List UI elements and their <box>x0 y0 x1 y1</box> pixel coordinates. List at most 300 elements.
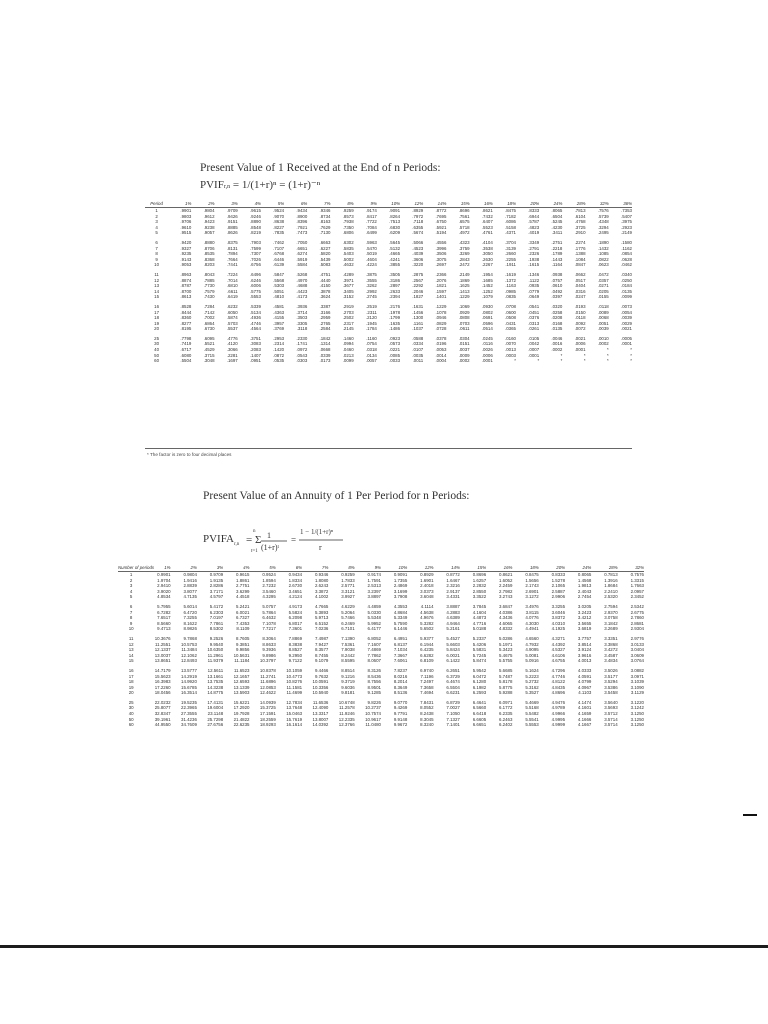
period-cell: 1 <box>155 208 158 213</box>
tab2-col-header: 7% <box>322 565 329 570</box>
value-cell: 3.0609 <box>630 652 644 658</box>
value-cell: 5.3162 <box>525 684 539 690</box>
value-cell: * <box>514 358 516 364</box>
value-cell: 16.3514 <box>181 690 197 696</box>
value-cell: 1.6467 <box>446 577 460 583</box>
tab1-col-header: 18% <box>507 201 516 206</box>
value-cell: .0935 <box>528 283 540 289</box>
value-cell: .5245 <box>551 219 563 225</box>
value-cell: 8.8514 <box>341 667 355 673</box>
value-cell: .1162 <box>621 245 632 251</box>
tab2-col-header: 18% <box>529 565 539 570</box>
value-cell: 6.1982 <box>472 684 487 690</box>
value-cell: .7894 <box>226 251 238 257</box>
value-cell: .1635 <box>389 320 401 326</box>
period-cell: 8 <box>155 251 158 257</box>
value-cell: .6944 <box>528 213 540 219</box>
value-cell: .9070 <box>273 213 285 219</box>
period-cell: 12 <box>154 277 160 283</box>
value-cell: .0378 <box>435 335 447 341</box>
value-cell: .8219 <box>249 230 261 236</box>
value-cell: .8065 <box>551 208 563 213</box>
tab2-col-header: 4% <box>243 565 250 570</box>
value-cell: 8.3577 <box>314 647 329 653</box>
value-cell: 9.8181 <box>341 690 355 696</box>
value-cell: 10.0591 <box>312 679 329 685</box>
value-cell: .3503 <box>296 315 308 321</box>
value-cell: * <box>630 358 632 364</box>
value-cell: 8.5595 <box>341 658 355 664</box>
value-cell: 5.8178 <box>499 679 513 685</box>
value-cell: .1163 <box>505 283 516 289</box>
value-cell: .0089 <box>597 309 609 315</box>
tab1-col-header: 7% <box>324 201 331 206</box>
value-cell: .3975 <box>621 219 632 225</box>
value-cell: .2366 <box>435 271 447 277</box>
value-cell: .4440 <box>319 277 331 283</box>
value-cell: .0472 <box>597 271 609 277</box>
value-cell: .0105 <box>528 335 540 341</box>
value-cell: 7.1390 <box>341 635 355 641</box>
value-cell: 3.0373 <box>420 588 434 594</box>
value-cell: 7.1034 <box>393 647 408 653</box>
value-cell: .7118 <box>412 219 424 225</box>
value-cell: .0600 <box>505 309 516 315</box>
value-cell: 5.2421 <box>236 603 250 609</box>
value-cell: 7.0236 <box>314 626 329 632</box>
value-cell: 6.4641 <box>472 699 487 705</box>
tab2-col-header: 16% <box>503 565 513 570</box>
value-cell: .3506 <box>435 251 447 257</box>
value-cell: .0003 <box>505 352 516 358</box>
value-cell: .1945 <box>365 320 377 326</box>
value-cell: 13.5777 <box>181 667 197 673</box>
value-cell: .3624 <box>319 294 331 300</box>
value-cell: 3.8514 <box>577 641 592 647</box>
value-cell: 9.9148 <box>393 716 408 722</box>
value-cell: 31.4236 <box>181 716 197 722</box>
value-cell: .1741 <box>296 341 308 347</box>
value-cell: 7.1327 <box>446 716 460 722</box>
tab1-col-header: 12% <box>414 201 424 206</box>
value-cell: 11.4699 <box>286 690 303 696</box>
value-cell: .4632 <box>342 262 354 268</box>
value-cell: 13.5903 <box>233 690 250 696</box>
value-cell: 10.8378 <box>259 667 276 673</box>
value-cell: .6730 <box>203 326 215 332</box>
tab1-col-header: Period <box>150 201 163 206</box>
value-cell: .0213 <box>342 352 354 358</box>
value-cell: 9.3936 <box>262 647 276 653</box>
value-cell: .4241 <box>389 256 401 262</box>
period-cell: 40 <box>128 711 134 717</box>
value-cell: .3220 <box>412 262 424 268</box>
period-cell: 10 <box>128 626 134 632</box>
value-cell: 5.2337 <box>472 635 487 641</box>
value-cell: .7695 <box>435 213 447 219</box>
value-cell: .4665 <box>389 251 401 257</box>
value-cell: .5066 <box>412 239 424 245</box>
value-cell: 5.5831 <box>472 647 487 653</box>
value-cell: .0033 <box>389 358 401 364</box>
value-cell: 7.1401 <box>446 722 460 728</box>
value-cell: 4.3271 <box>551 635 566 641</box>
value-cell: 2.8681 <box>630 620 644 626</box>
value-cell: .2076 <box>435 277 447 283</box>
period-cell: 12 <box>128 641 134 647</box>
value-cell: 25.7298 <box>207 716 224 722</box>
value-cell: 4.4518 <box>236 594 250 600</box>
value-cell: .4155 <box>273 315 285 321</box>
value-cell: 15.3725 <box>259 705 276 711</box>
value-cell: 4.4392 <box>551 641 566 647</box>
value-cell: 8.2438 <box>420 711 434 717</box>
value-cell: 3.3351 <box>604 635 618 641</box>
value-cell: 5.0330 <box>367 609 381 615</box>
value-cell: 6.4632 <box>262 615 276 621</box>
value-cell: .0193 <box>574 303 586 309</box>
value-cell: .1460 <box>342 335 354 341</box>
value-cell: 4.5638 <box>420 609 434 615</box>
period-cell: 11 <box>128 635 134 641</box>
value-cell: 6.8052 <box>367 635 381 641</box>
value-cell: .2472 <box>458 262 470 268</box>
value-cell: .6407 <box>481 219 493 225</box>
table1-header-rule <box>145 207 632 208</box>
value-cell: 9.7632 <box>314 673 329 679</box>
value-cell: 4.7135 <box>183 594 197 600</box>
value-cell: 2.9137 <box>446 588 460 594</box>
value-cell: .6227 <box>319 245 331 251</box>
value-cell: 4.4859 <box>367 603 381 609</box>
value-cell: 1.6901 <box>420 577 434 583</box>
value-cell: 7.6061 <box>393 658 408 664</box>
value-cell: 3.6819 <box>577 626 592 632</box>
value-cell: 4.6389 <box>446 615 460 621</box>
value-cell: 6.1772 <box>499 705 513 711</box>
value-cell: 3.0133 <box>630 641 644 647</box>
value-cell: 9.7868 <box>183 635 197 641</box>
value-cell: 2.2410 <box>604 588 618 594</box>
value-cell: .2149 <box>621 230 632 236</box>
value-cell: .0340 <box>621 271 632 277</box>
value-cell: 15.0463 <box>286 711 303 717</box>
value-cell: .2519 <box>365 303 377 309</box>
value-cell: * <box>607 358 609 364</box>
value-cell: 2.1065 <box>551 583 566 589</box>
value-cell: .1085 <box>597 251 609 257</box>
value-cell: 7.7861 <box>209 620 224 626</box>
value-cell: .0107 <box>412 347 424 353</box>
value-cell: .6768 <box>273 251 285 257</box>
value-cell: .0835 <box>505 294 516 300</box>
value-cell: .7798 <box>180 335 192 341</box>
tab1-col-header: 20% <box>530 201 540 206</box>
value-cell: 12.1062 <box>181 652 197 658</box>
value-cell: .8626 <box>226 230 238 236</box>
period-cell: 11 <box>154 271 159 277</box>
value-cell: .0006 <box>481 352 493 358</box>
formula-sum: = Σ <box>246 534 262 546</box>
value-cell: .3759 <box>458 245 470 251</box>
value-cell: 4.0591 <box>577 673 592 679</box>
value-cell: 7.5361 <box>341 641 355 647</box>
tab1-col-header: 1% <box>185 201 192 206</box>
value-cell: .1784 <box>365 326 377 332</box>
value-cell: .0250 <box>621 277 632 283</box>
value-cell: .0316 <box>574 288 586 294</box>
value-cell: 3.3522 <box>472 594 487 600</box>
value-cell: 2.5313 <box>367 583 381 589</box>
value-cell: .0779 <box>528 288 540 294</box>
value-cell: .0610 <box>551 283 563 289</box>
value-cell: 4.1667 <box>577 722 592 728</box>
period-cell: 4 <box>129 588 133 594</box>
value-cell: 2.7454 <box>577 594 592 600</box>
value-cell: 8.3126 <box>367 667 381 673</box>
value-cell: .7473 <box>296 230 308 236</box>
tab1-col-header: 15% <box>460 201 470 206</box>
tab2-col-header: 15% <box>477 565 487 570</box>
value-cell: .7561 <box>458 213 470 219</box>
value-cell: 1.8080 <box>314 577 329 583</box>
value-cell: .0611 <box>458 326 470 332</box>
value-cell: .7813 <box>574 208 586 213</box>
value-cell: 3.7845 <box>472 603 487 609</box>
value-cell: 3.1090 <box>630 684 644 690</box>
value-cell: 4.0967 <box>577 684 592 690</box>
value-cell: 3.7757 <box>577 635 592 641</box>
value-cell: .4768 <box>574 219 586 225</box>
value-cell: 5.7466 <box>341 615 355 621</box>
value-cell: 21.4822 <box>233 716 250 722</box>
value-cell: 6.7327 <box>236 615 250 621</box>
value-cell: 2.7232 <box>262 583 276 589</box>
value-cell: 4.6229 <box>341 603 355 609</box>
value-cell: .0588 <box>412 335 424 341</box>
value-cell: 2.7751 <box>236 583 250 589</box>
value-cell: 5.1624 <box>525 667 539 673</box>
value-cell: 2.3216 <box>446 583 460 589</box>
value-cell: 3.2397 <box>367 588 381 594</box>
value-cell: .8638 <box>273 219 285 225</box>
period-cell: 18 <box>154 315 160 321</box>
value-cell: 4.9995 <box>551 716 566 722</box>
value-cell: 3.0205 <box>577 603 592 609</box>
value-cell: .1164 <box>551 262 563 268</box>
value-cell: 5.3893 <box>314 609 329 615</box>
value-cell: .4230 <box>551 224 563 230</box>
value-cell: .0021 <box>621 326 632 332</box>
value-cell: 7.4353 <box>236 620 250 626</box>
value-cell: * <box>560 352 563 358</box>
value-cell: 3.1129 <box>630 690 644 696</box>
value-cell: .6095 <box>203 335 215 341</box>
value-cell: .1938 <box>528 256 540 262</box>
value-cell: .3262 <box>365 283 377 289</box>
value-cell: 14.9920 <box>181 679 197 685</box>
value-cell: .0320 <box>551 303 563 309</box>
value-cell: .8885 <box>226 224 238 230</box>
value-cell: .9174 <box>365 208 377 213</box>
value-cell: 7.8237 <box>393 667 408 673</box>
value-cell: .4746 <box>249 320 261 326</box>
value-cell: 44.9550 <box>154 722 171 728</box>
value-cell: .0517 <box>574 277 586 283</box>
value-cell: 0.8475 <box>525 572 539 577</box>
table1-body <box>145 208 632 364</box>
period-cell: 5 <box>129 594 133 600</box>
value-cell: .0397 <box>551 294 563 300</box>
value-cell: 4.9999 <box>551 722 566 728</box>
value-cell: 9.1079 <box>314 658 329 664</box>
value-cell: 5.2161 <box>446 626 460 632</box>
period-cell: 7 <box>129 609 133 615</box>
period-cell: 6 <box>129 603 133 609</box>
tab2-col-header: 2% <box>190 565 197 570</box>
value-cell: 4.9095 <box>525 647 539 653</box>
value-cell: .8375 <box>226 239 238 245</box>
value-cell: 3.2743 <box>499 594 513 600</box>
value-cell: 2.7860 <box>630 615 644 621</box>
value-cell: 6.8729 <box>446 699 460 705</box>
value-cell: 2.4018 <box>420 583 434 589</box>
value-cell: .7972 <box>412 213 424 219</box>
value-cell: .3075 <box>435 256 447 262</box>
value-cell: .1452 <box>481 283 493 289</box>
value-cell: 2.6775 <box>630 609 644 615</box>
value-cell: 9.7791 <box>393 711 408 717</box>
value-cell: .9434 <box>296 208 308 213</box>
value-cell: 5.0188 <box>472 626 487 632</box>
value-cell: 10.9617 <box>365 716 381 722</box>
value-cell: .1420 <box>273 347 285 353</box>
value-cell: 9.7122 <box>288 658 303 664</box>
value-cell: .1697 <box>226 358 238 364</box>
value-cell: .2992 <box>365 288 377 294</box>
value-cell: .2897 <box>389 283 401 289</box>
value-cell: 11.3484 <box>181 647 197 653</box>
value-cell: 6.8137 <box>393 641 408 647</box>
value-cell: 8.8633 <box>262 641 276 647</box>
period-cell: 30 <box>128 705 134 711</box>
value-cell: 3.9124 <box>577 647 592 653</box>
value-cell: .0013 <box>505 347 516 353</box>
value-cell: .6864 <box>203 320 215 326</box>
value-cell: .7579 <box>203 288 215 294</box>
value-cell: .3139 <box>505 245 516 251</box>
value-cell: 11.6896 <box>260 679 276 685</box>
value-cell: .1776 <box>574 245 586 251</box>
value-cell: 1.7591 <box>367 577 381 583</box>
value-cell: 1.9135 <box>209 577 224 583</box>
value-cell: 0.8929 <box>420 572 434 577</box>
value-cell: .2633 <box>389 288 401 294</box>
value-cell: 9.0770 <box>393 699 408 705</box>
value-cell: 4.8332 <box>499 626 513 632</box>
value-cell: .3878 <box>319 288 331 294</box>
value-cell: 9.2526 <box>209 635 224 641</box>
annuity-table <box>118 563 644 728</box>
value-cell: .0847 <box>574 262 586 268</box>
tab1-col-header: 16% <box>484 201 493 206</box>
value-cell: .0029 <box>621 320 632 326</box>
value-cell: 3.8897 <box>367 594 381 600</box>
value-cell: 4.9173 <box>288 603 303 609</box>
value-cell: 3.5693 <box>604 705 618 711</box>
value-cell: .0002 <box>597 341 609 347</box>
value-cell: 3.5714 <box>604 722 618 728</box>
value-cell: 3.0764 <box>630 658 644 664</box>
value-cell: .6651 <box>296 245 308 251</box>
value-cell: .1597 <box>435 288 447 294</box>
value-cell: 4.2883 <box>446 609 460 615</box>
value-cell: 1.4568 <box>577 577 592 583</box>
value-cell: .0070 <box>505 341 516 347</box>
value-cell: 8.1109 <box>236 626 250 632</box>
value-cell: .9346 <box>319 208 331 213</box>
value-cell: 7.6517 <box>157 615 171 621</box>
value-cell: 6.6605 <box>472 716 487 722</box>
period-cell: 16 <box>128 667 134 673</box>
value-cell: 3.6048 <box>420 594 434 600</box>
value-cell: .9420 <box>180 239 192 245</box>
table1-title: Present Value of 1 Received at the End of n Periods: <box>200 162 441 174</box>
period-cell: 9 <box>129 620 133 626</box>
value-cell: .9053 <box>180 262 192 268</box>
value-cell: .3704 <box>505 239 516 245</box>
value-cell: 3.4587 <box>604 652 618 658</box>
value-cell: 6.1280 <box>472 679 487 685</box>
value-cell: .1789 <box>551 251 563 257</box>
value-cell: 8.8527 <box>288 647 303 653</box>
value-cell: 5.5541 <box>525 716 539 722</box>
value-cell: 8.2014 <box>393 679 408 685</box>
value-cell: .8528 <box>180 303 192 309</box>
value-cell: 0.9524 <box>262 572 276 577</box>
value-cell: 2.5771 <box>341 583 355 589</box>
value-cell: .1580 <box>621 239 632 245</box>
value-cell: 1.8861 <box>236 577 250 583</box>
value-cell: .0691 <box>481 315 493 321</box>
value-cell: .9610 <box>180 224 192 230</box>
value-cell: * <box>630 347 632 353</box>
value-cell: .5339 <box>249 303 261 309</box>
value-cell: .9706 <box>180 219 192 225</box>
value-cell: 4.8122 <box>551 679 566 685</box>
value-cell: 3.0882 <box>630 667 644 673</box>
value-cell: 3.0758 <box>604 615 618 621</box>
value-cell: 17.4131 <box>207 699 224 705</box>
tab1-col-header: 36% <box>623 201 632 206</box>
value-cell: 12.4622 <box>259 690 276 696</box>
tab1-col-header: 2% <box>208 201 215 206</box>
value-cell: .6355 <box>412 224 424 230</box>
value-cell: 6.4951 <box>393 635 408 641</box>
value-cell: 5.8474 <box>472 658 487 664</box>
value-cell: .8880 <box>203 239 215 245</box>
value-cell: .4173 <box>296 294 308 300</box>
value-cell: 4.6065 <box>499 620 513 626</box>
tab1-col-header: 24% <box>553 201 563 206</box>
value-cell: .0728 <box>435 326 447 332</box>
value-cell: 11.2578 <box>339 705 355 711</box>
value-cell: .0541 <box>528 303 540 309</box>
value-cell: .2791 <box>528 245 540 251</box>
value-cell: .0431 <box>505 320 516 326</box>
value-cell: 4.9966 <box>551 711 566 717</box>
value-cell: 3.1250 <box>630 722 644 728</box>
